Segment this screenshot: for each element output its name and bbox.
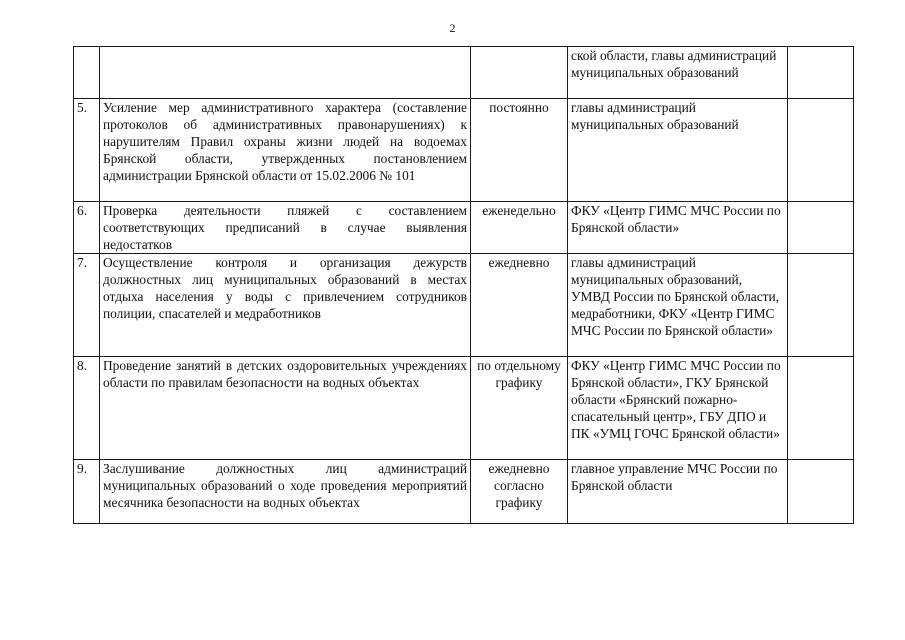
responsible-cell: главы администраций муниципальных образований, УМВД России по Брянской области, медработники, ФКУ «Центр ГИМС МЧС России по Брянской области» — [568, 254, 788, 357]
term-cell: по отдельному графику — [471, 357, 568, 460]
table-row — [74, 357, 854, 460]
row-number — [74, 47, 100, 99]
activity-cell: Осуществление контроля и организация дежурств должностных лиц муниципальных образований в местах отдыха населения у воды с привлечением сотрудников полиции, спасателей и медработников — [100, 254, 471, 357]
note-cell — [788, 460, 854, 524]
note-cell — [788, 254, 854, 357]
activity-cell — [100, 47, 471, 99]
activity-cell: Заслушивание должностных лиц администраций муниципальных образований о ходе проведения мероприятий месячника безопасности на водных объектах — [100, 460, 471, 524]
measures-table — [73, 46, 854, 524]
table-row — [74, 254, 854, 357]
row-number: 7. — [74, 254, 100, 357]
responsible-cell: главы администраций муниципальных образований — [568, 99, 788, 202]
activity-cell: Проведение занятий в детских оздоровительных учреждениях области по правилам безопасности на водных объектах — [100, 357, 471, 460]
responsible-cell: главное управление МЧС России по Брянской области — [568, 460, 788, 524]
row-number: 6. — [74, 202, 100, 254]
note-cell — [788, 357, 854, 460]
table-row — [74, 460, 854, 524]
row-number: 9. — [74, 460, 100, 524]
table-row — [74, 202, 854, 254]
term-cell: ежедневно согласно графику — [471, 460, 568, 524]
term-cell: постоянно — [471, 99, 568, 202]
row-number: 5. — [74, 99, 100, 202]
table-row-continuation — [74, 47, 854, 99]
note-cell — [788, 99, 854, 202]
note-cell — [788, 47, 854, 99]
page-number: 2 — [449, 21, 456, 35]
table-row — [74, 99, 854, 202]
responsible-cell: ской области, главы администраций муниципальных образований — [568, 47, 788, 99]
responsible-cell: ФКУ «Центр ГИМС МЧС России по Брянской области» — [568, 202, 788, 254]
row-number: 8. — [74, 357, 100, 460]
term-cell: еженедельно — [471, 202, 568, 254]
activity-cell: Проверка деятельности пляжей с составлением соответствующих предписаний в случае выявления недостатков — [100, 202, 471, 254]
responsible-cell: ФКУ «Центр ГИМС МЧС России по Брянской области», ГКУ Брянской области «Брянский пожарно-спасательный центр», ГБУ ДПО и ПК «УМЦ ГОЧС Брянской области» — [568, 357, 788, 460]
note-cell — [788, 202, 854, 254]
term-cell — [471, 47, 568, 99]
term-cell: ежедневно — [471, 254, 568, 357]
activity-cell: Усиление мер административного характера (составление протоколов об административных правонарушениях) к нарушителям Правил охраны жизни людей на водоемах Брянской области, утвержденных постановлением администрации Брянской области от 15.02.2006 № 101 — [100, 99, 471, 202]
